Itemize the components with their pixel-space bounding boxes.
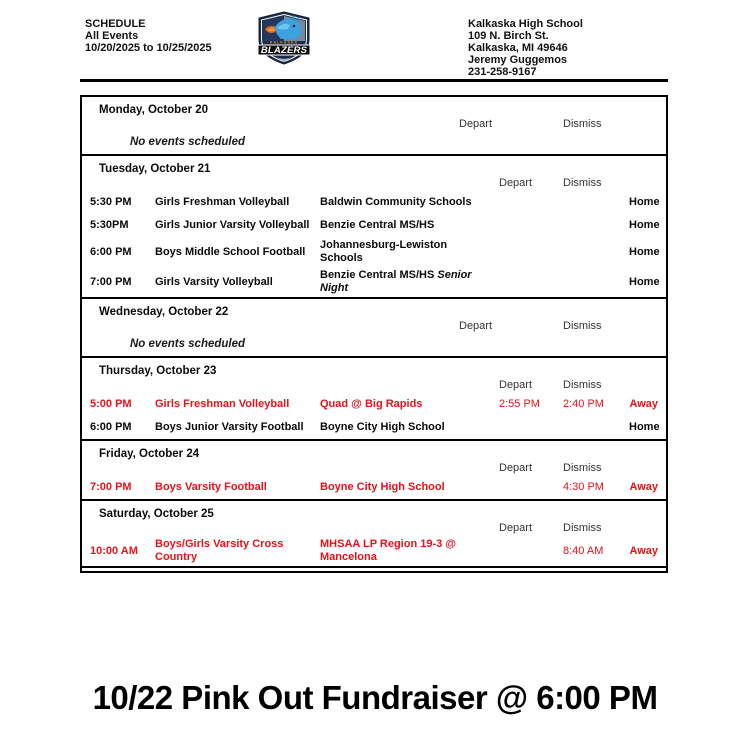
event-opponent: Benzie Central MS/HS <box>320 219 435 231</box>
day-section <box>82 501 666 568</box>
event-dismiss-time: 4:30 PM <box>563 481 604 493</box>
event-row <box>82 237 666 267</box>
dismiss-column-header: Dismiss <box>563 177 602 189</box>
event-name: Boys Varsity Football <box>155 481 267 493</box>
column-header-row <box>82 378 666 393</box>
depart-column-header: Depart <box>499 379 533 391</box>
dismiss-column-header: Dismiss <box>563 522 602 534</box>
event-opponent: Baldwin Community Schools <box>320 196 472 208</box>
event-name: Girls Freshman Volleyball <box>155 196 290 208</box>
depart-column-header: Depart <box>459 118 493 130</box>
event-name: Boys Middle School Football <box>155 245 306 258</box>
event-name: Boys/Girls Varsity Cross Country <box>155 538 284 563</box>
day-title: Friday, October 24 <box>99 448 200 460</box>
column-header-row <box>82 117 666 132</box>
event-row <box>82 416 666 439</box>
event-row <box>82 191 666 214</box>
event-location-badge: Away <box>629 398 658 410</box>
dismiss-column-header: Dismiss <box>563 118 602 130</box>
day-section <box>82 441 666 501</box>
event-row <box>82 267 666 297</box>
school-address-line1: 109 N. Birch St. <box>468 30 549 42</box>
school-info <box>468 18 583 78</box>
depart-column-header: Depart <box>499 177 533 189</box>
event-location-badge: Home <box>629 275 660 288</box>
event-location-badge: Home <box>629 421 660 433</box>
event-opponent: Boyne City High School <box>320 481 445 493</box>
event-time: 7:00 PM <box>90 275 132 288</box>
event-name: Girls Varsity Volleyball <box>155 275 273 288</box>
day-section <box>82 299 666 358</box>
event-opponent: Johannesburg-Lewiston Schools <box>320 239 448 264</box>
kalkaska-blazers-logo-icon <box>255 11 313 65</box>
schedule-days <box>82 97 666 568</box>
event-opponent: Quad @ Big Rapids <box>320 398 423 410</box>
day-section <box>82 97 666 156</box>
day-title: Saturday, October 25 <box>99 508 214 520</box>
day-title: Monday, October 20 <box>99 104 209 116</box>
event-name: Girls Freshman Volleyball <box>155 398 290 410</box>
event-opponent: Benzie Central MS/HS Senior Night <box>320 269 472 294</box>
school-phone: 231-258-9167 <box>468 66 537 78</box>
school-address-line2: Kalkaska, MI 49646 <box>468 42 568 54</box>
depart-column-header: Depart <box>499 462 533 474</box>
school-name: Kalkaska High School <box>468 18 583 30</box>
no-events-text: No events scheduled <box>130 338 246 350</box>
day-title: Tuesday, October 21 <box>99 163 211 175</box>
event-location-badge: Away <box>629 544 658 557</box>
fundraiser-announcement: 10/22 Pink Out Fundraiser @ 6:00 PM <box>92 679 658 716</box>
schedule-info <box>85 18 212 54</box>
column-header-row <box>82 319 666 334</box>
event-time: 5:30 PM <box>90 196 132 208</box>
column-header-row <box>82 461 666 476</box>
schedule-date-range: 10/20/2025 to 10/25/2025 <box>85 42 212 54</box>
event-location-badge: Home <box>629 196 660 208</box>
event-dismiss-time: 8:40 AM <box>563 544 604 557</box>
event-location-badge: Away <box>629 481 658 493</box>
page-header <box>0 0 750 80</box>
event-opponent: Boyne City High School <box>320 421 445 433</box>
opponent-note: Senior Night <box>320 269 472 294</box>
day-title: Wednesday, October 22 <box>99 306 229 318</box>
event-time: 5:00 PM <box>90 398 132 410</box>
column-header-row <box>82 176 666 191</box>
school-contact-name: Jeremy Guggemos <box>468 54 568 66</box>
day-section <box>82 156 666 299</box>
event-time: 6:00 PM <box>90 245 132 258</box>
depart-column-header: Depart <box>499 522 533 534</box>
event-row <box>82 214 666 237</box>
logo-banner-text: BLAZERS <box>260 45 308 56</box>
event-name: Girls Junior Varsity Volleyball <box>155 219 310 231</box>
column-header-row <box>82 521 666 536</box>
event-time: 5:30PM <box>90 219 129 231</box>
event-time: 10:00 AM <box>90 544 138 557</box>
header-divider <box>80 79 668 82</box>
event-name: Boys Junior Varsity Football <box>155 421 304 433</box>
schedule-table <box>80 95 668 573</box>
schedule-title: SCHEDULE <box>85 18 146 30</box>
depart-column-header: Depart <box>459 320 493 332</box>
dismiss-column-header: Dismiss <box>563 320 602 332</box>
dismiss-column-header: Dismiss <box>563 379 602 391</box>
logo-school-text: KALKASKA <box>269 40 299 45</box>
dismiss-column-header: Dismiss <box>563 462 602 474</box>
event-location-badge: Home <box>629 245 660 258</box>
day-title: Thursday, October 23 <box>99 365 217 377</box>
schedule-subtitle: All Events <box>85 30 139 42</box>
event-dismiss-time: 2:40 PM <box>563 398 604 410</box>
day-section <box>82 358 666 441</box>
no-events-text: No events scheduled <box>130 136 246 148</box>
event-row <box>82 536 666 566</box>
event-time: 7:00 PM <box>90 481 132 493</box>
event-location-badge: Home <box>629 219 660 231</box>
event-opponent: MHSAA LP Region 19-3 @ Mancelona <box>320 538 457 563</box>
event-time: 6:00 PM <box>90 421 132 433</box>
event-depart-time: 2:55 PM <box>499 398 540 410</box>
event-row <box>82 393 666 416</box>
event-row <box>82 476 666 499</box>
